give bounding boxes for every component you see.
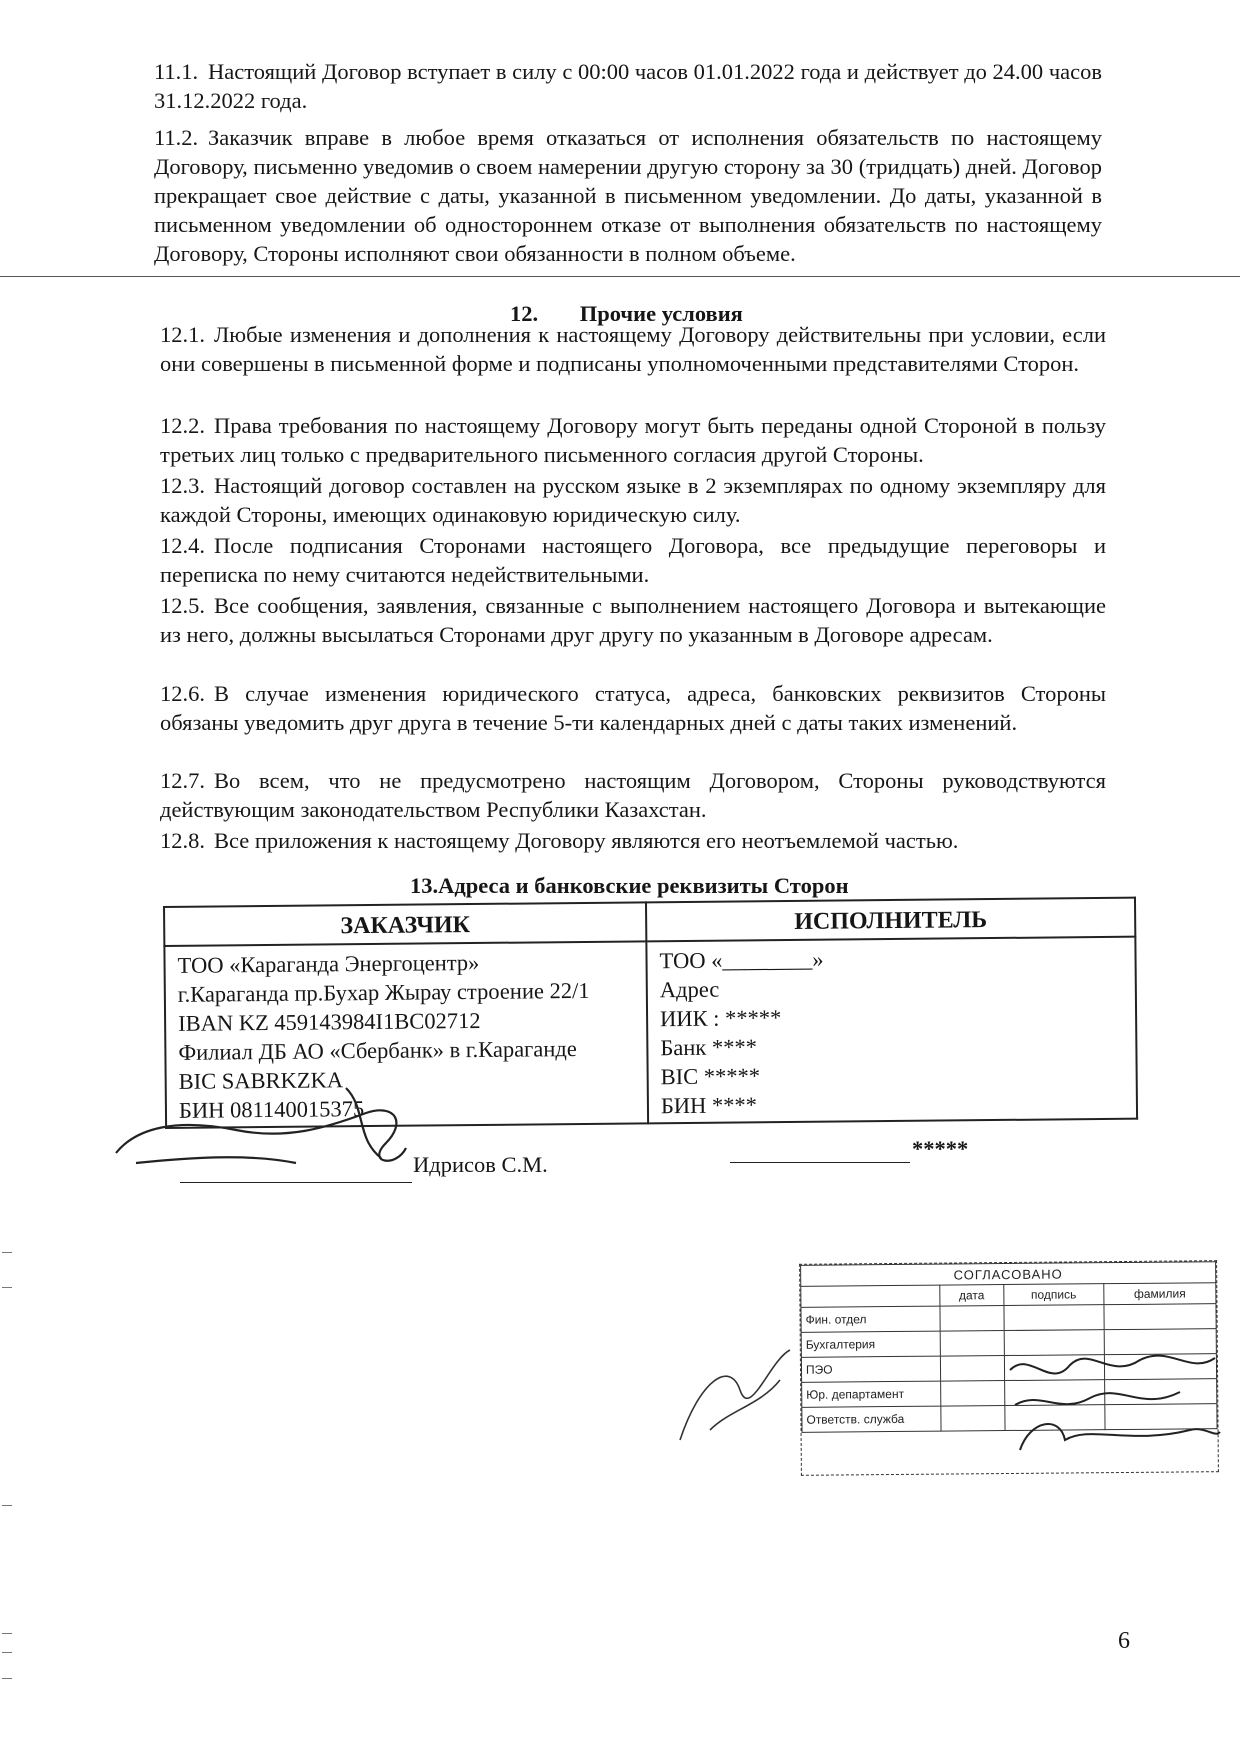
contractor-heading: ИСПОЛНИТЕЛЬ <box>646 898 1135 942</box>
clause-12-1 <box>160 320 1106 378</box>
section-13-heading: 13.Адреса и банковские реквизиты Сторон <box>410 873 849 898</box>
clause-text: Во всем, что не предусмотрено настоящим Договором, Стороны руководствуются действующим законодательством Республики Казахстан. <box>160 768 1106 822</box>
clause-number: 12.1. <box>160 322 205 347</box>
clause-text: Любые изменения и дополнения к настоящему Договору действительны при условии, если они совершены в письменной форме и подписаны уполномоченными представителями Сторон. <box>160 322 1106 376</box>
clause-number: 12.2. <box>160 413 205 438</box>
page-number: 6 <box>1118 1628 1130 1654</box>
scan-edge-mark <box>2 1633 12 1634</box>
approval-handwriting <box>670 1320 1230 1470</box>
clause-12-5 <box>160 591 1106 649</box>
stamp-row-legal: Юр. департамент <box>802 1381 941 1407</box>
scan-edge-mark <box>2 1505 12 1506</box>
section-number: 12. <box>510 301 539 326</box>
customer-bic: BIC SABRKZKA <box>178 1067 344 1094</box>
contractor-bin: БИН **** <box>660 1092 758 1119</box>
clause-12-8 <box>160 826 1106 855</box>
contractor-address: Адрес <box>659 976 720 1003</box>
clause-12-6 <box>160 679 1106 737</box>
stamp-row-responsible: Ответств. служба <box>802 1406 941 1432</box>
clause-text: В случае изменения юридического статуса, адреса, банковских реквизитов Стороны обязаны уведомить друг друга в течение 5-ти календарных дней с даты таких изменений. <box>160 681 1106 735</box>
stamp-col-signature: подпись <box>1003 1284 1104 1306</box>
clause-12-7 <box>160 766 1106 824</box>
clause-text: Настоящий договор составлен на русском языке в 2 экземплярах по одному экземпляру для каждой Стороны, имеющих одинаковую юридическую силу. <box>160 473 1106 527</box>
contractor-signatory: ***** <box>912 1136 969 1161</box>
clause-number: 11.2. <box>154 125 199 150</box>
stamp-row-peo: ПЭО <box>801 1356 940 1382</box>
scan-edge-mark <box>2 1252 12 1253</box>
clause-text: Права требования по настоящему Договору могут быть переданы одной Стороной в пользу третьих лиц только с предварительного письменного согласия другой Стороны. <box>160 413 1106 467</box>
stamp-col-surname: фамилия <box>1104 1283 1216 1305</box>
clause-text: Все сообщения, заявления, связанные с выполнением настоящего Договора и вытекающие из него, должны высылаться Сторонами друг другу по указанным в Договоре адресам. <box>160 593 1106 647</box>
contractor-company: ТОО «________» <box>659 946 824 974</box>
clause-number: 12.4. <box>160 533 205 558</box>
customer-iban: IBAN KZ 459143984I1BC02712 <box>178 1007 481 1036</box>
scan-edge-mark <box>2 1287 12 1288</box>
clause-number: 12.7. <box>160 768 205 793</box>
scan-artifact-line <box>0 276 1240 277</box>
customer-heading: ЗАКАЗЧИК <box>164 902 646 946</box>
contractor-bic: BIC ***** <box>660 1063 761 1090</box>
clause-number: 12.6. <box>160 681 205 706</box>
stamp-row-finance: Фин. отдел <box>801 1306 940 1332</box>
clause-number: 11.1. <box>154 59 199 84</box>
customer-signature <box>96 1068 426 1178</box>
clause-text: Все приложения к настоящему Договору являются его неотъемлемой частью. <box>214 828 959 853</box>
stamp-col-date: дата <box>940 1285 1004 1307</box>
clause-number: 12.3. <box>160 473 205 498</box>
customer-bank: Филиал ДБ АО «Сбербанк» в г.Караганде <box>178 1036 577 1065</box>
stamp-title: СОГЛАСОВАНО <box>801 1262 1216 1287</box>
section-title: Прочие условия <box>579 301 743 326</box>
contractor-iik: ИИК : ***** <box>659 1005 782 1032</box>
scan-edge-mark <box>2 1652 12 1653</box>
clause-text: После подписания Сторонами настоящего Договора, все предыдущие переговоры и переписка по нему считаются недействительными. <box>160 533 1106 587</box>
customer-address: г.Караганда пр.Бухар Жырау строение 22/1 <box>177 977 590 1007</box>
contractor-signature-line <box>730 1162 910 1163</box>
clause-12-3 <box>160 471 1106 529</box>
clause-11-2 <box>154 123 1102 268</box>
stamp-row-accounting: Бухгалтерия <box>801 1331 940 1357</box>
customer-bin: БИН 081140015375 <box>178 1096 365 1123</box>
customer-signatory: Идрисов С.М. <box>413 1152 548 1177</box>
clause-number: 12.5. <box>160 593 205 618</box>
contractor-bank: Банк **** <box>660 1034 758 1061</box>
scan-edge-mark <box>2 1678 12 1679</box>
clause-12-4 <box>160 531 1106 589</box>
contractor-requisites <box>646 937 1137 1124</box>
clause-text: Настоящий Договор вступает в силу с 00:00 часов 01.01.2022 года и действует до 24.00 часов 31.12.2022 года. <box>154 59 1102 113</box>
stamp-corner-cell <box>801 1285 940 1307</box>
clause-text: Заказчик вправе в любое время отказаться от исполнения обязательств по настоящему Договору, письменно уведомив о своем намерении другую сторону за 30 (тридцать) дней. Договор прекращает свое действие с даты, указанной в письменном уведомлении. До даты, указанной в письменном уведомлении об одностороннем отказе от выполнения обязательств по настоящему Договору, Стороны исполняют свои обязанности в полном объеме. <box>154 125 1102 266</box>
clause-12-2 <box>160 411 1106 469</box>
clause-11-1 <box>154 57 1102 115</box>
customer-signature-line <box>180 1182 412 1183</box>
clause-number: 12.8. <box>160 828 205 853</box>
customer-company: ТОО «Караганда Энергоцентр» <box>177 949 480 978</box>
